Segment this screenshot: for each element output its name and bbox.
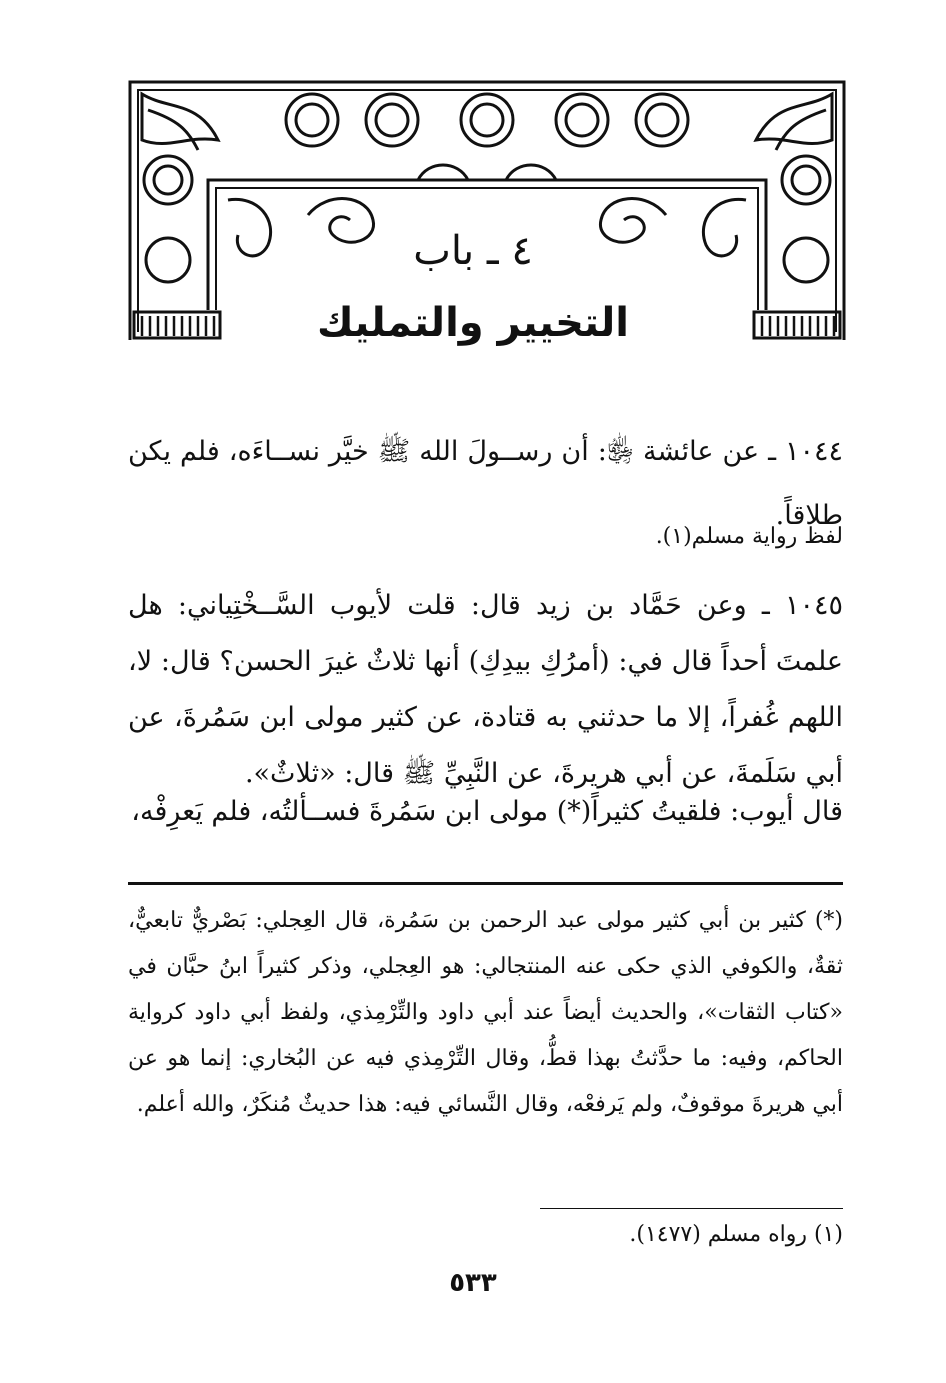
page-number: ٥٣٣ xyxy=(449,1268,497,1298)
footnote-1: (١) رواه مسلم (١٤٧٧). xyxy=(629,1222,843,1247)
chapter-title: التخيير والتمليك xyxy=(317,300,629,346)
hadith-1044-text: ١٠٤٤ ـ عن عائشة ﵂: أن رســولَ الله ﷺ خيَّر نســاءَه، فلم يكن طلاقاً. xyxy=(128,436,843,531)
chapter-number: ٤ ـ باب xyxy=(413,228,533,274)
footnote-star: (*) كثير بن أبي كثير مولى عبد الرحمن بن سَمُرة، قال العِجلي: بَصْريٌّ تابعيٌّ، ثقةٌ، والكوفي الذي حكى عنه المنتجالي: هو العِجلي، وذكر كثيراً ابنُ حبَّان في «كتاب الثقات»، والحديث أيضاً عند أبي داود والتِّرْمِذي، ولفظ أبي داود كرواية الحاكم، وفيه: ما حدَّثتُ بهذا قطُّ، وقال التِّرْمِذي فيه عن البُخاري: إنما هو عن أبي هريرةَ موقوفٌ، ولم يَرفعْه، وقال النَّسائي فيه: هذا حديثٌ مُنكَرٌ، والله أعلم. xyxy=(128,908,843,1117)
hadith-1045-text: ١٠٤٥ ـ وعن حَمَّاد بن زيد قال: قلت لأيوب السَّــخْتِياني: هل علمتَ أحداً قال في: (أمرُكِ بيدِكِ) أنها ثلاثٌ غيرَ الحسن؟ قال: لا، اللهم غُفراً، إلا ما حدثني به قتادة، عن كثير مولى ابن سَمُرةَ، عن أبي سَلَمةَ، عن أبي هريرةَ، عن النَّبِيِّ ﷺ قال: «ثلاثٌ». xyxy=(128,590,843,789)
hadith-1045-continuation: قال أيوب: فلقيتُ كثيراً(*) مولى ابن سَمُرةَ فســألتُه، فلم يَعرِفْه، xyxy=(131,796,843,827)
hadith-1044-source: لفظ رواية مسلم(١). xyxy=(655,524,843,549)
footnote-divider xyxy=(128,882,843,885)
footnote-divider-short xyxy=(540,1208,843,1209)
